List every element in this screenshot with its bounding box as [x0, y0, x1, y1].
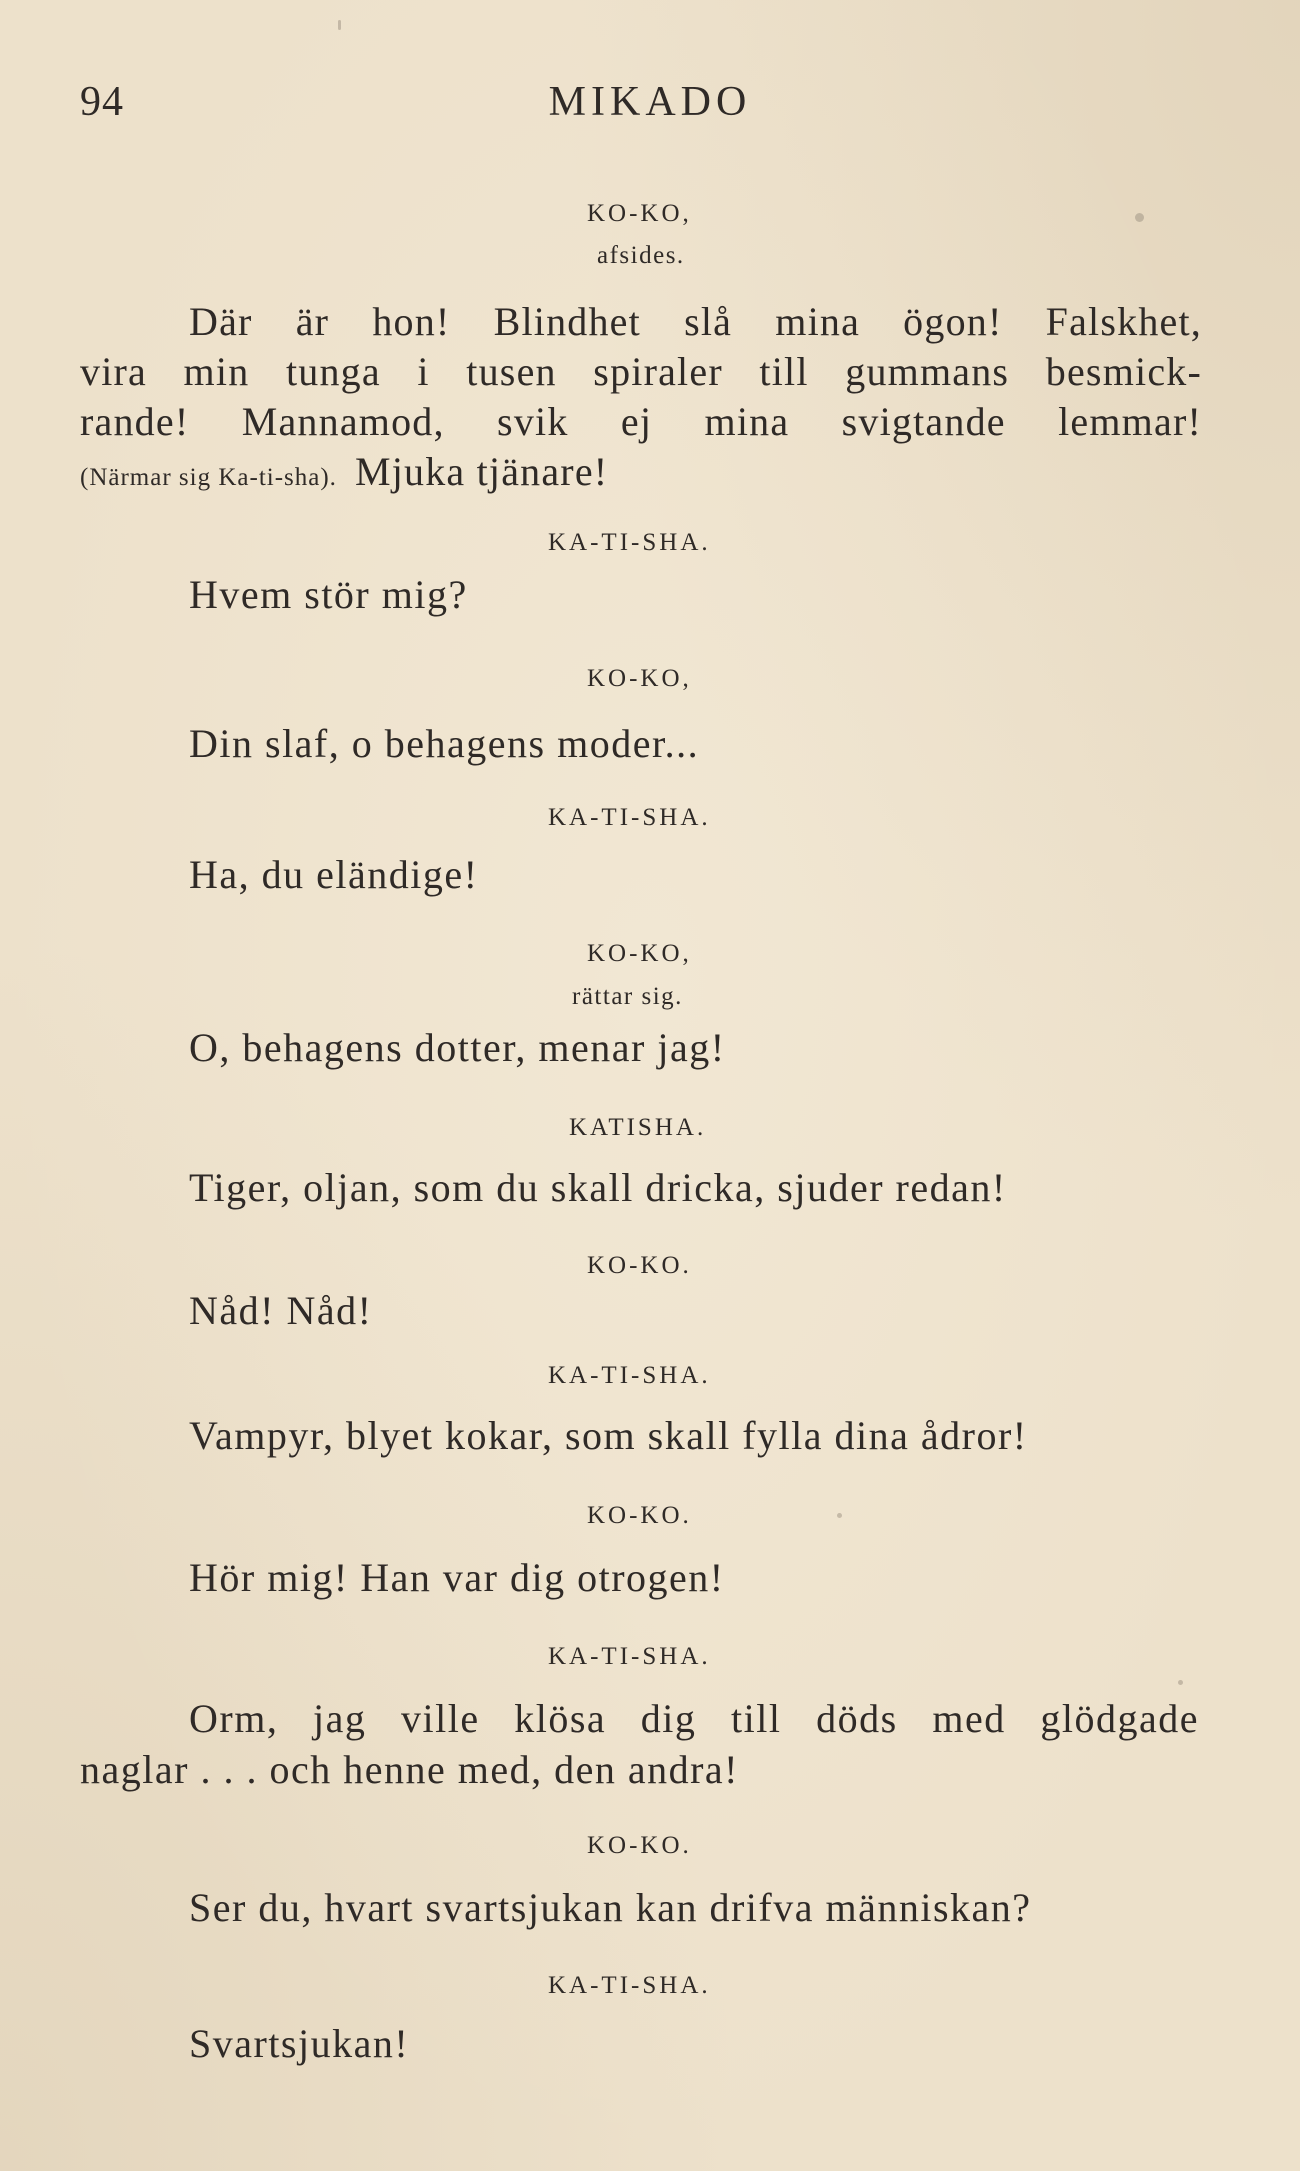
speech-line: Vampyr, blyet kokar, som skall fylla dina ådror!: [189, 1413, 1028, 1458]
speech-line: Där är hon! Blindhet slå mina ögon! Falskhet,: [189, 299, 1202, 344]
speaker-name: KA-TI-SHA.: [548, 804, 711, 831]
speaker-name: KO-KO,: [587, 940, 692, 967]
speaker-name: KO-KO.: [587, 1502, 692, 1529]
speech-line: Svartsjukan!: [189, 2021, 410, 2066]
speaker-name: KO-KO,: [587, 200, 692, 227]
paper-speck: [837, 1513, 842, 1518]
speech-paragraph: [80, 297, 1202, 497]
stage-direction: afsides.: [597, 242, 685, 269]
speech-line: naglar . . . och henne med, den andra!: [80, 1747, 739, 1792]
speaker-name: KA-TI-SHA.: [548, 1362, 711, 1389]
speaker-name: KA-TI-SHA.: [548, 1643, 711, 1670]
speech-line: Hvem stör mig?: [189, 572, 468, 617]
running-title: MIKADO: [548, 79, 752, 125]
stage-direction: rättar sig.: [572, 983, 683, 1010]
speech-line: Din slaf, o behagens moder...: [189, 721, 700, 766]
speech-line: Orm, jag ville klösa dig till döds med glödgade: [189, 1696, 1199, 1741]
speaker-name: KA-TI-SHA.: [548, 1972, 711, 1999]
paper-speck: [1135, 213, 1144, 222]
speech-line: [80, 447, 1202, 497]
speech-line: Ser du, hvart svartsjukan kan drifva människan?: [189, 1885, 1032, 1930]
inline-speech: Mjuka tjänare!: [354, 449, 609, 494]
speech-line: Nåd! Nåd!: [189, 1288, 373, 1333]
page-number: 94: [80, 79, 124, 125]
paper-speck: [338, 20, 341, 30]
speech-line: Tiger, oljan, som du skall dricka, sjuder redan!: [189, 1165, 1007, 1210]
inline-stage-direction: (Närmar sig Ka-ti-sha).: [80, 464, 337, 491]
paper-speck: [1178, 1680, 1183, 1685]
speaker-name: KATISHA.: [569, 1114, 707, 1141]
speaker-name: KO-KO.: [587, 1252, 692, 1279]
speech-line: rande! Mannamod, svik ej mina svigtande lemmar!: [80, 399, 1202, 444]
speaker-name: KA-TI-SHA.: [548, 529, 711, 556]
speech-line: O, behagens dotter, menar jag!: [189, 1025, 726, 1070]
speech-line: vira min tunga i tusen spiraler till gummans besmick-: [80, 349, 1202, 394]
speech-line: Hör mig! Han var dig otrogen!: [189, 1555, 725, 1600]
speech-line: Ha, du eländige!: [189, 852, 479, 897]
speaker-name: KO-KO,: [587, 665, 692, 692]
speaker-name: KO-KO.: [587, 1832, 692, 1859]
